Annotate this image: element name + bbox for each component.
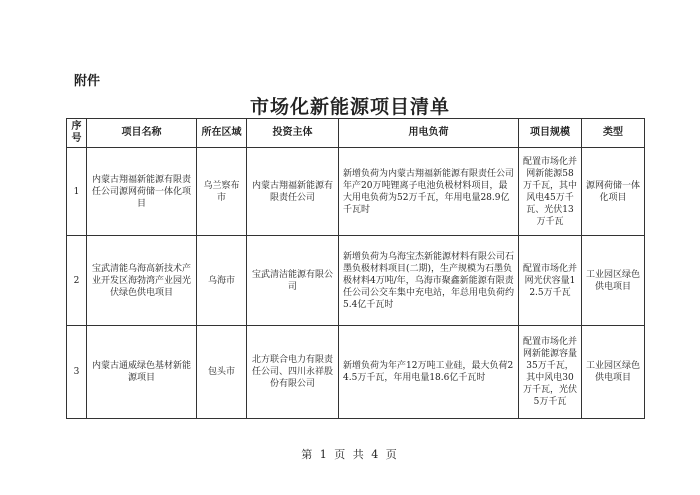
cell-region: 乌海市: [197, 236, 247, 326]
cell-name: 宝武清能乌海高新技术产业开发区海勃湾产业园光伏绿色供电项目: [87, 236, 197, 326]
header-seq: 序号: [67, 119, 87, 148]
cell-type: 工业园区绿色供电项目: [582, 236, 645, 326]
cell-type: 源网荷储一体化项目: [582, 148, 645, 236]
header-scale: 项目规模: [519, 119, 582, 148]
cell-load: 新增负荷为年产12万吨工业硅，最大负荷24.5万千瓦，年用电量18.6亿千瓦时: [339, 326, 519, 419]
cell-investor: 北方联合电力有限责任公司、四川永祥股份有限公司: [247, 326, 339, 419]
table-row: [67, 236, 645, 326]
table-header-row: [67, 119, 645, 148]
page-title: 市场化新能源项目清单: [249, 96, 450, 118]
cell-load: 新增负荷为乌海宝杰新能源材料有限公司石墨负极材料项目(二期)，生产规模为石墨负极材料4万吨/年，乌海市聚鑫新能源有限责任公司公交车集中充电站，年总用电负荷约5.4亿千瓦时: [339, 236, 519, 326]
cell-name: 内蒙古翔福新能源有限责任公司源网荷储一体化项目: [87, 148, 197, 236]
cell-region: 包头市: [197, 326, 247, 419]
cell-type: 工业园区绿色供电项目: [582, 326, 645, 419]
cell-seq: 3: [67, 326, 87, 419]
header-type: 类型: [582, 119, 645, 148]
cell-investor: 宝武清洁能源有限公司: [247, 236, 339, 326]
header-load: 用电负荷: [339, 119, 519, 148]
cell-seq: 1: [67, 148, 87, 236]
cell-name: 内蒙古通威绿色基材新能源项目: [87, 326, 197, 419]
cell-scale: 配置市场化并网新能源容量35万千瓦，其中风电30万千瓦，光伏5万千瓦: [519, 326, 582, 419]
cell-scale: 配置市场化并网新能源58万千瓦，其中风电45万千瓦、光伏13万千瓦: [519, 148, 582, 236]
table-row: [67, 326, 645, 419]
header-region: 所在区域: [197, 119, 247, 148]
attachment-label: 附件: [74, 74, 101, 89]
header-name: 项目名称: [87, 119, 197, 148]
page-footer: 第 1 页 共 4 页: [301, 448, 399, 461]
cell-region: 乌兰察布市: [197, 148, 247, 236]
header-investor: 投资主体: [247, 119, 339, 148]
cell-investor: 内蒙古翔福新能源有限责任公司: [247, 148, 339, 236]
cell-seq: 2: [67, 236, 87, 326]
table-row: [67, 148, 645, 236]
project-table: [66, 118, 645, 419]
cell-load: 新增负荷为内蒙古翔福新能源有限责任公司年产20万吨锂离子电池负极材料项目，最大用电负荷为52万千瓦，年用电量28.9亿千瓦时: [339, 148, 519, 236]
cell-scale: 配置市场化并网光伏容量12.5万千瓦: [519, 236, 582, 326]
